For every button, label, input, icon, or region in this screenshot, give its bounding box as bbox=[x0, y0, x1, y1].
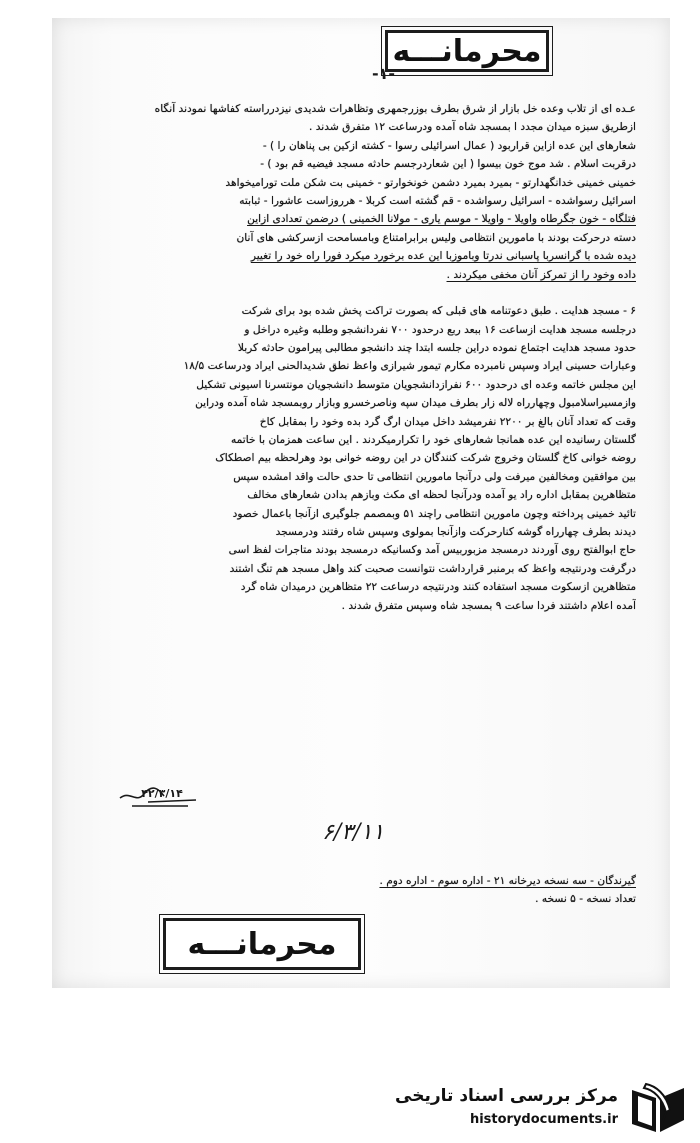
body-line: گلستان رسانیده این عده همانجا شعارهای خود را تکرارمیکردند . این ساعت همزمان با خاتمه bbox=[231, 434, 636, 447]
body-line: این مجلس خاتمه وعده ای درحدود ۶۰۰ نفرازدانشجویان متوسط دانشجویان مونتسرنا اسیونی تشکیل bbox=[196, 378, 636, 391]
body-line: اسرائیل رسواشده - اسرائیل رسواشده - قم گشته است کربلا - هرروزاست عاشورا - ثبابته bbox=[239, 194, 636, 207]
distribution-footer bbox=[92, 872, 636, 909]
body-line: حاج ابوالفتح روی آوردند درمسجد مزبوربیس آمد وکسانیکه درمسجد بودند متاجرات لفظ اسی bbox=[228, 544, 636, 557]
body-line: حدود مسجد هدایت اجتماع نموده دراین جلسه ابتدا چند دانشجو مطالبی پیرامون حادثه کربلا bbox=[237, 342, 636, 355]
body-line: وقت که تعداد آنان بالغ بر ۲۲۰۰ نفرمیشد داخل میدان ارگ گرد بده وخود را بمقابل کاخ bbox=[259, 415, 636, 428]
archive-logo-url: historydocuments.ir bbox=[469, 1112, 618, 1127]
body-line: ازطریق سبزه میدان مجدد ا بمسجد شاه آمده ودرساعت ۱۲ متفرق شدند . bbox=[309, 121, 636, 134]
body-line: شعارهای این عده ازاین قراربود ( عمال اسرائیلی رسوا - کشته ازکین بی پناهان را ) - bbox=[262, 139, 636, 152]
body-line: درقربت اسلام . شد موج خون بیسوا ( این شعاردرجسم حادثه مسجد فیضیه قم بود ) - bbox=[260, 158, 636, 171]
body-line: عـده ای از تلاب وعده خل بازار از شرق بطرف بوزرجمهری وتظاهرات شدیدی نیزدرراسته کفاشها نمودند آنگاه bbox=[154, 103, 636, 115]
body-line-blank bbox=[92, 284, 636, 302]
body-line-underlined: فتلگاه - خون جگرطاه واویلا - واویلا - موسم یاری - مولانا الخمینی ) درضمن تعدادی ازاین bbox=[247, 213, 636, 226]
body-line-underlined: داده وخود را از تمرکز آنان مخفی میکردند . bbox=[446, 268, 636, 281]
body-line: روضه خوانی کاخ گلستان وخروج شرکت کنندگان در این روضه خوانی بود وهرلحظه بیم اصطکاک bbox=[215, 452, 636, 465]
body-line: متظاهرین بمقابل اداره راد یو آمده ودرآنجا لحظه ای مکث وبازهم بدادن شعارهای مخالف bbox=[247, 489, 636, 502]
body-line: وازمسیراسلامبول وچهارراه لاله زار بطرف میدان سپه وناصرخسرو وبازار روبمسجد شاه آمده ودراین bbox=[195, 397, 636, 410]
body-line-underlined: دیده شده با گرانسربا پاسبانی ندرتا وباموزبا این عده برخورد میکرد فورا راه خود را تغییر bbox=[250, 250, 636, 263]
body-line: آمده اعلام داشتند فردا ساعت ۹ بمسجد شاه وسپس متفرق شدند . bbox=[341, 599, 636, 612]
archive-logo bbox=[395, 1080, 692, 1136]
handwritten-reference-number: ۶/۳/۱۱ bbox=[322, 820, 385, 845]
confidential-stamp-bottom: محرمانـــه bbox=[163, 918, 361, 970]
body-line: درگرفت ودرنتیجه واعظ که برمنبر قرارداشت نتوانست صحبت کند واهل مسجد هم تنگ اشتند bbox=[229, 562, 636, 575]
body-line: متظاهرین ازسکوت مسجد استفاده کنند ودرنتیجه درساعت ۲۲ متظاهرین درمیدان شاه گرد bbox=[240, 581, 636, 594]
page-number-mark: -۱- bbox=[372, 64, 396, 83]
body-line: خمینی خمینی خدانگهدارتو - بمیرد بمیرد دشمن خونخوارتو - خمینی بت شکن ملت تورامیخواهد bbox=[225, 176, 636, 189]
body-line: درجلسه مسجد هدایت ازساعت ۱۶ ببعد ربع درحدود ۷۰۰ نفردانشجو وطلبه وغیره دراخل و bbox=[244, 323, 636, 336]
handwritten-signature bbox=[118, 782, 200, 812]
body-line: تائید خمینی پرداخته وچون مامورین انتظامی راچند ۵۱ وبمصمم جلوگیری ازآنجا باعمال خصود bbox=[232, 507, 636, 520]
recipients-line: گیرندگان - سه نسخه دیرخانه ۲۱ - اداره سوم - اداره دوم . bbox=[379, 875, 636, 887]
body-line: وعبارات حسینی ایراد وسپس نامبرده مکارم تیمور شیرازی واعظ نطق شدیدالحنی ایراد ودرساعت ۱۸/۵ bbox=[183, 360, 636, 373]
archive-logo-title: مرکز بررسی اسناد تاریخی bbox=[395, 1086, 618, 1106]
confidential-stamp-top: محرمانـــه bbox=[385, 30, 549, 72]
body-line: دسته درحرکت بودند با مامورین انتظامی ولیس برابرامتناع وبامسامحت ازسرکشی های آنان bbox=[236, 231, 636, 244]
body-line: دیدند بطرف چهارراه گوشه کنارحرکت وازآنجا بمولوی وسپس شاه رفتند ودرمسجد bbox=[275, 525, 636, 538]
body-line: ۶ - مسجد هدایت . طبق دعوتنامه های قبلی که بصورت تراکت پخش شده بود برای شرکت bbox=[241, 305, 636, 318]
signature-date: ۴۲/۳/۱۴ bbox=[141, 787, 183, 800]
book-quill-emblem-icon bbox=[626, 1080, 688, 1136]
body-line: بین موافقین ومخالفین میرفت ولی درآنجا مامورین انتظامی تا حدی حالت واقد امشده سپس bbox=[233, 470, 636, 483]
copies-count-line: تعداد نسخه - ۵ نسخه . bbox=[535, 893, 636, 906]
document-body bbox=[92, 100, 636, 615]
